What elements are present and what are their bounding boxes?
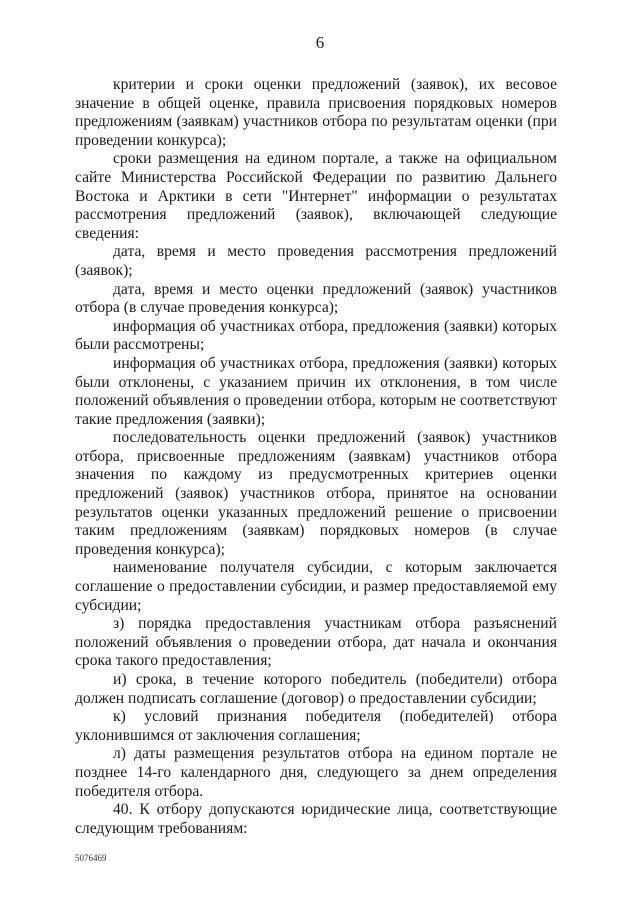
page-number: 6 [315,33,325,52]
paragraph: з) порядка предоставления участникам отбора разъяснений положений объявления о проведении отбора, дат начала и окончания срока такого предоставления; [75,615,557,670]
paragraph: и) срока, в течение которого победитель (победители) отбора должен подписать соглашение (договор) о предоставлении субсидии; [75,671,557,707]
paragraph: информация об участниках отбора, предложения (заявки) которых были рассмотрены; [75,317,557,354]
paragraph: последовательность оценки предложений (заявок) участников отбора, присвоенные предложениям (заявкам) участников отбора значения по каждому из предусмотренных критериев оценки предложений (заявок) участников отбора, принятое на основании результатов оценки указанных предложений решение о присвоении таким предложениям (заявкам) порядковых номеров (в случае проведения конкурса); [75,429,557,558]
paragraph: л) даты размещения результатов отбора на едином портале не позднее 14-го календарного дня, следующего за днем определения победителя отбора. [75,745,557,800]
document-id: 5076469 [75,853,107,863]
body-text [75,76,557,838]
paragraph: к) условий признания победителя (победителей) отбора уклонившимся от заключения соглашения; [75,708,557,744]
paragraph: 40. К отбору допускаются юридические лица, соответствующие следующим требованиям: [75,801,557,837]
paragraph: дата, время и место проведения рассмотрения предложений (заявок); [75,243,557,279]
paragraph: дата, время и место оценки предложений (заявок) участников отбора (в случае проведения конкурса); [75,280,557,317]
paragraph: сроки размещения на едином портале, а также на официальном сайте Министерства Российской Федерации по развитию Дальнего Востока и Арктики в сети "Интернет" информации о результатах рассмотрения предложений (заявок), включающей следующие сведения: [75,150,557,242]
paragraph: наименование получателя субсидии, с которым заключается соглашение о предоставлении субсидии, и размер предоставляемой ему субсидии; [75,559,557,614]
paragraph: критерии и сроки оценки предложений (заявок), их весовое значение в общей оценке, правила присвоения порядковых номеров предложениям (заявкам) участников отбора по результатам оценки (при проведении конкурса); [75,76,557,149]
paragraph: информация об участниках отбора, предложения (заявки) которых были отклонены, с указанием причин их отклонения, в том числе положений объявления о проведении отбора, которым не соответствуют такие предложения (заявки); [75,354,557,428]
